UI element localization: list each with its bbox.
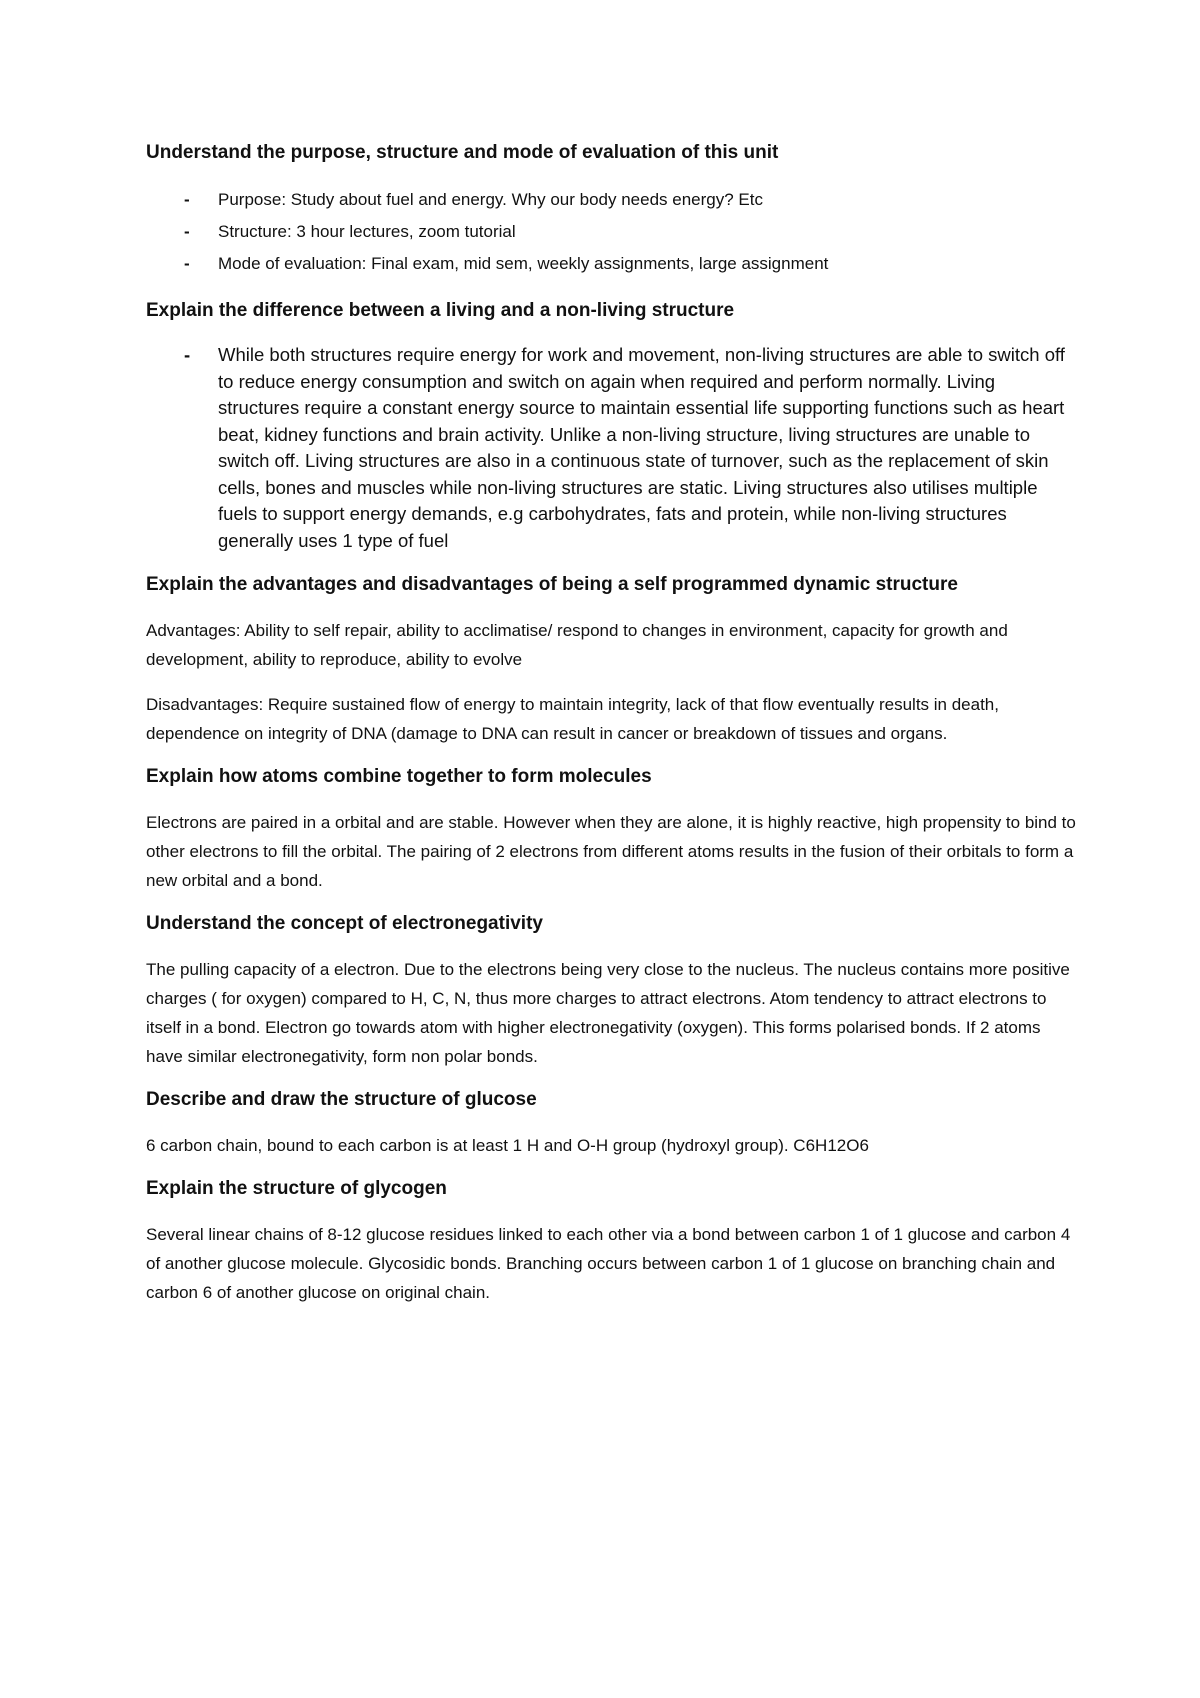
- bullet-dash: -: [184, 222, 190, 241]
- section-atoms-molecules: [146, 764, 1076, 895]
- section-advantages-disadvantages: [146, 572, 1076, 748]
- section-heading: Understand the concept of electronegativity: [146, 913, 543, 934]
- paragraph: Electrons are paired in a orbital and are stable. However when they are alone, it is highly reactive, high propensity to bind to other electrons to fill the orbital. The pairing of 2 electrons from different atoms results in the fusion of their orbitals to form a new orbital and a bond.: [146, 813, 1076, 890]
- paragraph-disadvantages: Disadvantages: Require sustained flow of energy to maintain integrity, lack of that flow eventually results in death, dependence on integrity of DNA (damage to DNA can result in cancer or breakdown of tissues and organs.: [146, 695, 999, 743]
- paragraph-advantages: Advantages: Ability to self repair, ability to acclimatise/ respond to changes in environment, capacity for growth and development, ability to reproduce, ability to evolve: [146, 621, 1008, 669]
- section-glucose: [146, 1087, 1076, 1160]
- list-item: - Structure: 3 hour lectures, zoom tutorial: [146, 216, 1076, 248]
- list-item: - Purpose: Study about fuel and energy. Why our body needs energy? Etc: [146, 184, 1076, 216]
- paragraph: The pulling capacity of a electron. Due to the electrons being very close to the nucleus. The nucleus contains more positive charges ( for oxygen) compared to H, C, N, thus more charges to attract electrons. Atom tendency to attract electrons to itself in a bond. Electron go towards atom with higher electronegativity (oxygen). This forms polarised bonds. If 2 atoms have similar electronegativity, form non polar bonds.: [146, 960, 1070, 1066]
- bullet-list: [146, 184, 1076, 280]
- section-electronegativity: [146, 911, 1076, 1071]
- section-heading: Describe and draw the structure of glucose: [146, 1089, 537, 1110]
- bullet-dash: -: [184, 190, 190, 209]
- document-page: [146, 140, 1076, 1323]
- list-item: - While both structures require energy for work and movement, non-living structures are able to switch off to reduce energy consumption and switch on again when required and perform normally. Living structures require a constant energy source to maintain essential life supporting functions such as heart beat, kidney functions and brain activity. Unlike a non-living structure, living structures are unable to switch off. Living structures are also in a continuous state of turnover, such as the replacement of skin cells, bones and muscles while non-living structures are static. Living structures also utilises multiple fuels to support energy demands, e.g carbohydrates, fats and protein, while non-living structures generally uses 1 type of fuel: [184, 344, 1065, 551]
- section-glycogen: [146, 1176, 1076, 1307]
- section-living-vs-nonliving: [146, 298, 1076, 554]
- bullet-list: [146, 342, 1076, 554]
- section-heading: Understand the purpose, structure and mode of evaluation of this unit: [146, 142, 779, 163]
- paragraph: 6 carbon chain, bound to each carbon is at least 1 H and O-H group (hydroxyl group). C6H12O6: [146, 1136, 869, 1155]
- section-heading: Explain the structure of glycogen: [146, 1178, 447, 1199]
- section-heading: Explain how atoms combine together to form molecules: [146, 766, 652, 787]
- section-unit-overview: [146, 140, 1076, 280]
- bullet-dash: -: [184, 344, 191, 365]
- list-item: - Mode of evaluation: Final exam, mid sem, weekly assignments, large assignment: [146, 248, 1076, 280]
- paragraph: Several linear chains of 8-12 glucose residues linked to each other via a bond between carbon 1 of 1 glucose and carbon 4 of another glucose molecule. Glycosidic bonds. Branching occurs between carbon 1 of 1 glucose on branching chain and carbon 6 of another glucose on original chain.: [146, 1225, 1071, 1302]
- bullet-dash: -: [184, 254, 190, 273]
- section-heading: Explain the difference between a living and a non-living structure: [146, 300, 735, 321]
- section-heading: Explain the advantages and disadvantages of being a self programmed dynamic structure: [146, 574, 958, 595]
